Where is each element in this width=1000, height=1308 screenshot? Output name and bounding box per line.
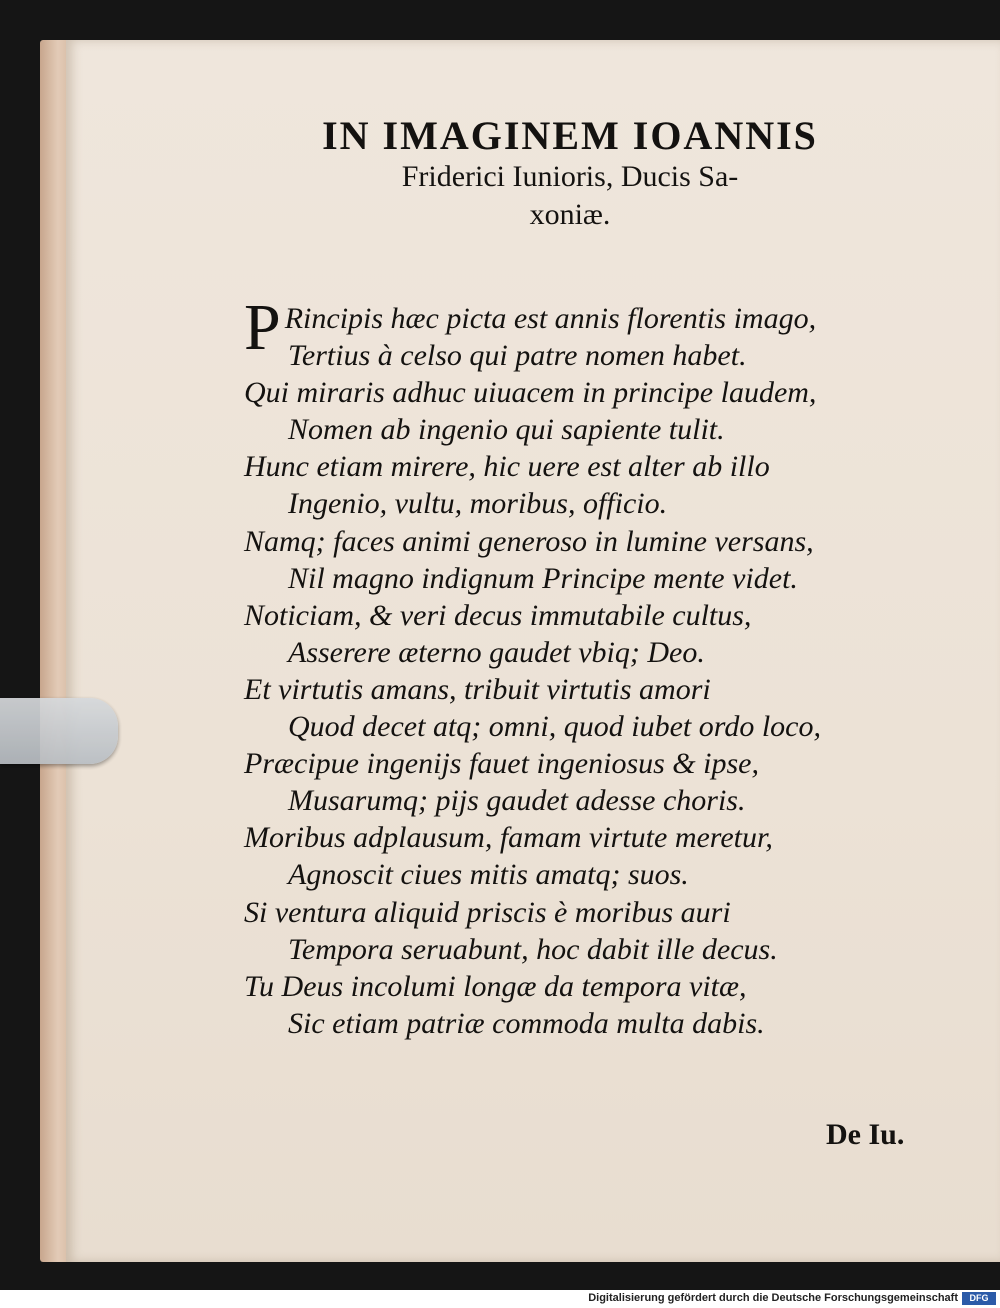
catchword: De Iu. — [826, 1118, 905, 1151]
dfg-logo[interactable]: DFG — [962, 1292, 996, 1305]
verse-text: Rincipis hæc picta est annis florentis imago, — [284, 302, 817, 335]
verse-line: Quod decet atq; omni, quod iubet ordo loco, — [288, 710, 821, 744]
verse-line: Et virtutis amans, tribuit virtutis amori — [244, 672, 711, 706]
funding-credit[interactable]: Digitalisierung gefördert durch die Deutsche Forschungsgemeinschaft — [588, 1292, 958, 1304]
verse-line: Tertius à celso qui patre nomen habet. — [288, 339, 747, 373]
verse-line: Nil magno indignum Principe mente videt. — [288, 561, 798, 595]
verse-line: Namq; faces animi generoso in lumine versans, — [244, 524, 814, 558]
verse-line: Nomen ab ingenio qui sapiente tulit. — [288, 413, 725, 447]
verse-line: Sic etiam patriæ commoda multa dabis. — [288, 1006, 765, 1040]
verse-line: Asserere æterno gaudet vbiq; Deo. — [288, 635, 705, 669]
verse-line: Qui miraris adhuc uiuacem in principe laudem, — [244, 376, 817, 410]
page-title: IN IMAGINEM IOANNIS — [322, 113, 818, 158]
verse-line: Si ventura aliquid priscis è moribus auri — [244, 895, 731, 929]
verse-line: Ingenio, vultu, moribus, officio. — [288, 487, 668, 521]
verse-line: Agnoscit ciues mitis amatq; suos. — [288, 858, 689, 892]
page-subtitle-continued: xoniæ. — [529, 198, 611, 231]
verse-line: Præcipue ingenijs fauet ingeniosus & ipse, — [244, 747, 759, 781]
verse-line: Moribus adplausum, famam virtute meretur, — [244, 821, 773, 855]
verse-line: Hunc etiam mirere, hic uere est alter ab illo — [244, 450, 770, 484]
page-marker-tab — [0, 698, 118, 764]
drop-cap: P — [244, 291, 281, 364]
page-subtitle: Friderici Iunioris, Ducis Sa- — [401, 160, 739, 193]
footer-bar — [0, 1290, 1000, 1308]
verse-line: Tu Deus incolumi longæ da tempora vitæ, — [244, 969, 747, 1003]
verse-line: Noticiam, & veri decus immutabile cultus, — [244, 598, 752, 632]
poem — [244, 291, 924, 1042]
verse-line: Musarumq; pijs gaudet adesse choris. — [288, 784, 746, 818]
verse-line: Tempora seruabunt, hoc dabit ille decus. — [288, 932, 778, 966]
